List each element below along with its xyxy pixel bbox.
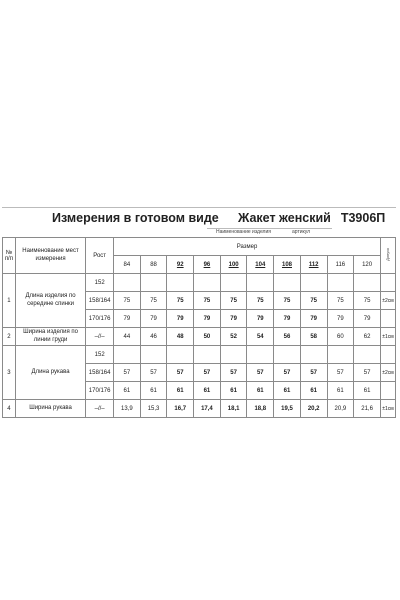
size-label: 108: [281, 261, 292, 268]
row-tolerance: ±1см: [380, 328, 395, 346]
table-cell: 15,3: [140, 400, 167, 418]
table-cell: [194, 346, 221, 364]
table-cell: 46: [140, 328, 167, 346]
table-cell: [354, 274, 381, 292]
table-cell: 61: [114, 382, 141, 400]
measurement-table: [2, 237, 396, 418]
table-cell: [220, 274, 247, 292]
document-title: Измерения в готовом виде: [52, 211, 219, 225]
row-height: 158/164: [86, 292, 114, 310]
row-measurement-name: Ширина рукава: [15, 400, 85, 418]
row-height: 152: [86, 346, 114, 364]
measurement-sheet: [2, 207, 396, 418]
table-cell: 61: [274, 382, 301, 400]
table-cell: 57: [114, 364, 141, 382]
row-number: 1: [3, 274, 16, 328]
size-label: 100: [228, 261, 239, 268]
table-cell: 61: [327, 382, 354, 400]
table-cell: [300, 346, 327, 364]
title-row: [2, 207, 396, 228]
table-cell: [114, 274, 141, 292]
table-cell: 57: [247, 364, 274, 382]
table-cell: [140, 346, 167, 364]
table-cell: [300, 274, 327, 292]
size-96: [194, 256, 221, 274]
table-cell: [327, 346, 354, 364]
table-cell: 57: [220, 364, 247, 382]
size-108: [274, 256, 301, 274]
row-number: 3: [3, 346, 16, 400]
table-cell: 75: [140, 292, 167, 310]
header-height: Рост: [86, 238, 114, 274]
table-cell: 57: [167, 364, 194, 382]
size-label: 84: [123, 261, 131, 268]
table-row: [3, 400, 396, 418]
table-cell: 57: [327, 364, 354, 382]
table-cell: 16,7: [167, 400, 194, 418]
subtitle-row: [2, 228, 396, 237]
table-cell: 79: [354, 310, 381, 328]
row-tolerance: [380, 310, 395, 328]
size-label: 92: [176, 261, 184, 268]
table-cell: 57: [300, 364, 327, 382]
table-cell: 79: [167, 310, 194, 328]
table-cell: 13,9: [114, 400, 141, 418]
row-tolerance: ±2см: [380, 364, 395, 382]
table-cell: [354, 346, 381, 364]
size-label: 88: [150, 261, 157, 268]
row-tolerance: ±2см: [380, 292, 395, 310]
table-cell: 61: [247, 382, 274, 400]
table-cell: [274, 274, 301, 292]
table-cell: 57: [194, 364, 221, 382]
table-cell: 57: [140, 364, 167, 382]
tolerance-caption: Допуск: [385, 248, 391, 261]
row-height: –//–: [86, 328, 114, 346]
table-cell: 21,6: [354, 400, 381, 418]
article-caption: артикул: [292, 229, 311, 235]
product-title: [238, 211, 385, 225]
table-cell: 75: [167, 292, 194, 310]
table-cell: 57: [274, 364, 301, 382]
table-cell: [194, 274, 221, 292]
table-cell: 52: [220, 328, 247, 346]
table-cell: 75: [114, 292, 141, 310]
table-cell: 20,2: [300, 400, 327, 418]
header-num: № п/п: [3, 238, 16, 274]
row-number: 4: [3, 400, 16, 418]
table-cell: 75: [354, 292, 381, 310]
table-cell: 61: [167, 382, 194, 400]
size-120: [354, 256, 381, 274]
table-cell: 56: [274, 328, 301, 346]
table-cell: 17,4: [194, 400, 221, 418]
product-name: Жакет женский: [238, 211, 331, 225]
row-height: 158/164: [86, 364, 114, 382]
row-height: 170/176: [86, 382, 114, 400]
table-cell: 75: [247, 292, 274, 310]
table-cell: [167, 346, 194, 364]
table-cell: [247, 346, 274, 364]
header-tolerance: [380, 238, 395, 274]
table-cell: 50: [194, 328, 221, 346]
table-cell: 75: [194, 292, 221, 310]
table-cell: [114, 346, 141, 364]
table-cell: 44: [114, 328, 141, 346]
table-cell: 79: [300, 310, 327, 328]
table-cell: 79: [140, 310, 167, 328]
size-116: [327, 256, 354, 274]
table-cell: 48: [167, 328, 194, 346]
table-cell: 61: [140, 382, 167, 400]
size-label: 120: [362, 261, 373, 268]
table-cell: 62: [354, 328, 381, 346]
table-cell: 58: [300, 328, 327, 346]
size-label: 104: [255, 261, 266, 268]
table-cell: [247, 274, 274, 292]
size-label: 116: [335, 261, 346, 268]
table-row: [3, 274, 396, 292]
table-row: [3, 346, 396, 364]
table-cell: 54: [247, 328, 274, 346]
row-tolerance: [380, 382, 395, 400]
table-cell: 61: [300, 382, 327, 400]
size-label: 96: [203, 261, 211, 268]
table-cell: 75: [220, 292, 247, 310]
row-measurement-name: Длина рукава: [15, 346, 85, 400]
row-height: –//–: [86, 400, 114, 418]
table-cell: 61: [220, 382, 247, 400]
header-name: Наименование мест измерения: [15, 238, 85, 274]
size-84: [114, 256, 141, 274]
table-cell: 61: [354, 382, 381, 400]
table-cell: 18,8: [247, 400, 274, 418]
size-88: [140, 256, 167, 274]
row-measurement-name: Ширина изделия по линии груди: [15, 328, 85, 346]
table-cell: 79: [220, 310, 247, 328]
table-cell: 60: [327, 328, 354, 346]
table-cell: 75: [327, 292, 354, 310]
row-measurement-name: Длина изделия по середине спинки: [15, 274, 85, 328]
table-cell: 19,5: [274, 400, 301, 418]
row-tolerance: ±1см: [380, 400, 395, 418]
row-tolerance: [380, 274, 395, 292]
size-92: [167, 256, 194, 274]
size-100: [220, 256, 247, 274]
header-row: [3, 238, 396, 256]
table-cell: 79: [327, 310, 354, 328]
table-cell: [220, 346, 247, 364]
product-name-caption: Наименование изделия: [216, 229, 271, 235]
table-cell: [167, 274, 194, 292]
table-cell: 79: [247, 310, 274, 328]
table-cell: [274, 346, 301, 364]
row-number: 2: [3, 328, 16, 346]
header-size: Размер: [114, 238, 381, 256]
table-cell: 75: [300, 292, 327, 310]
table-cell: [140, 274, 167, 292]
table-cell: 20,9: [327, 400, 354, 418]
table-cell: 79: [194, 310, 221, 328]
size-104: [247, 256, 274, 274]
row-height: 170/176: [86, 310, 114, 328]
size-112: [300, 256, 327, 274]
table-row: [3, 328, 396, 346]
size-label: 112: [308, 261, 319, 268]
table-cell: 18,1: [220, 400, 247, 418]
table-cell: 75: [274, 292, 301, 310]
product-code: Т3906П: [340, 211, 386, 225]
table-cell: 61: [194, 382, 221, 400]
table-cell: 79: [274, 310, 301, 328]
table-cell: [327, 274, 354, 292]
table-cell: 79: [114, 310, 141, 328]
row-height: 152: [86, 274, 114, 292]
table-cell: 57: [354, 364, 381, 382]
row-tolerance: [380, 346, 395, 364]
